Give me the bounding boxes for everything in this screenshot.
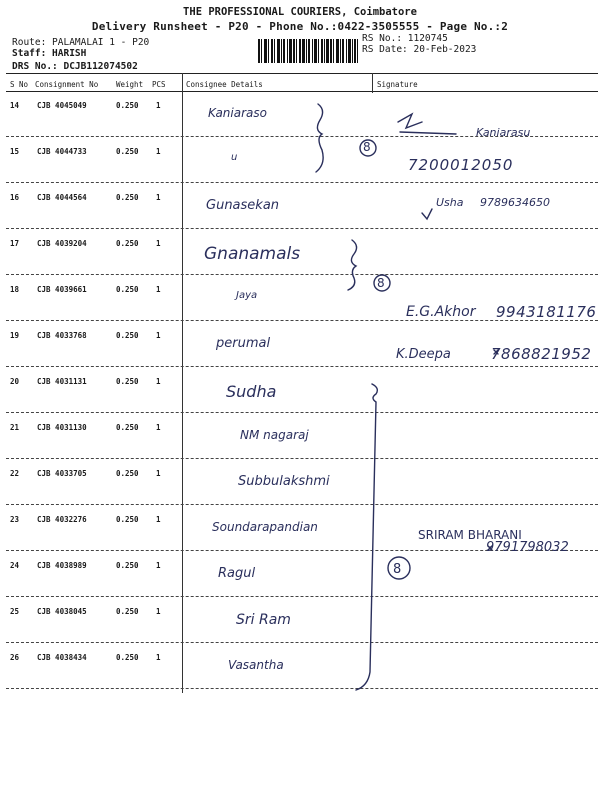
row-consignee: perumal <box>216 336 271 351</box>
row-separator <box>6 596 598 597</box>
row-sno: 18 <box>10 285 20 294</box>
row-separator <box>6 412 598 413</box>
row-sno: 22 <box>10 469 20 478</box>
row-weight: 0.250 <box>116 423 139 432</box>
row-weight: 0.250 <box>116 377 139 386</box>
row-pcs: 1 <box>156 423 161 432</box>
row-pcs: 1 <box>156 331 161 340</box>
col-consignee: Consignee Details <box>186 80 263 89</box>
signature-column-divider <box>372 73 373 93</box>
row-pcs: 1 <box>156 653 161 662</box>
consignee-column-divider <box>182 73 183 693</box>
row-consignee: Sri Ram <box>236 612 291 628</box>
row-consignee: Soundarapandian <box>212 520 318 534</box>
row-sno: 21 <box>10 423 20 432</box>
row-weight: 0.250 <box>116 561 139 570</box>
signature-name: SRIRAM BHARANI <box>418 528 522 542</box>
row-sno: 16 <box>10 193 20 202</box>
row-pcs: 1 <box>156 147 161 156</box>
row-consignment-no: CJB 4044564 <box>37 193 87 202</box>
circled-8-mark: 8 <box>363 140 371 154</box>
row-consignee: Gunasekan <box>206 198 280 213</box>
row-pcs: 1 <box>156 239 161 248</box>
row-consignment-no: CJB 4044733 <box>37 147 87 156</box>
table-header-border <box>6 91 598 92</box>
row-weight: 0.250 <box>116 101 139 110</box>
col-consignment: Consignment No <box>35 80 99 89</box>
signature-phone: 9943181176 <box>496 303 597 321</box>
signature-name: E.G.Akhor <box>406 304 476 320</box>
row-separator <box>6 458 598 459</box>
company-title: THE PROFESSIONAL COURIERS, Coimbatore <box>183 6 417 18</box>
row-separator <box>6 228 598 229</box>
row-consignment-no: CJB 4033705 <box>37 469 87 478</box>
col-sno: S No <box>10 80 29 89</box>
row-weight: 0.250 <box>116 239 139 248</box>
rs-number: RS No.: 1120745 <box>362 33 448 44</box>
row-weight: 0.250 <box>116 515 139 524</box>
row-consignment-no: CJB 4032276 <box>37 515 87 524</box>
signature-phone: 9791798032 <box>486 540 569 555</box>
row-pcs: 1 <box>156 377 161 386</box>
row-weight: 0.250 <box>116 285 139 294</box>
drs-label: DRS No.: DCJB112074502 <box>12 61 138 72</box>
row-pcs: 1 <box>156 285 161 294</box>
row-consignee: Kaniaraso <box>208 106 267 120</box>
row-separator <box>6 274 598 275</box>
row-separator <box>6 504 598 505</box>
row-consignment-no: CJB 4038434 <box>37 653 87 662</box>
signature-name: Kaniarasu <box>476 126 531 139</box>
signature-phone: 9789634650 <box>480 196 550 209</box>
row-pcs: 1 <box>156 193 161 202</box>
signature-phone: 7200012050 <box>408 156 514 174</box>
signature-name: Usha <box>436 196 464 209</box>
row-consignment-no: CJB 4038045 <box>37 607 87 616</box>
row-weight: 0.250 <box>116 193 139 202</box>
row-consignee: Vasantha <box>228 658 284 672</box>
row-sno: 24 <box>10 561 20 570</box>
barcode-image <box>258 39 358 63</box>
row-pcs: 1 <box>156 101 161 110</box>
row-sno: 15 <box>10 147 20 156</box>
row-weight: 0.250 <box>116 147 139 156</box>
circled-8-mark: 8 <box>377 276 385 290</box>
row-weight: 0.250 <box>116 469 139 478</box>
col-pcs: PCS <box>152 80 166 89</box>
row-separator <box>6 182 598 183</box>
row-consignee: Sudha <box>226 382 277 401</box>
row-consignee: Gnanamals <box>204 244 301 264</box>
row-consignment-no: CJB 4039661 <box>37 285 87 294</box>
row-pcs: 1 <box>156 469 161 478</box>
signature-name: K.Deepa <box>396 347 451 362</box>
row-consignment-no: CJB 4033768 <box>37 331 87 340</box>
row-consignment-no: CJB 4038989 <box>37 561 87 570</box>
row-sno: 17 <box>10 239 20 248</box>
row-sno: 20 <box>10 377 20 386</box>
row-pcs: 1 <box>156 561 161 570</box>
row-consignee: Jaya <box>236 290 258 301</box>
row-weight: 0.250 <box>116 331 139 340</box>
runsheet-subtitle: Delivery Runsheet - P20 - Phone No.:0422-3505555 - Page No.:2 <box>91 20 509 33</box>
row-sno: 26 <box>10 653 20 662</box>
table-top-border <box>6 73 598 74</box>
row-consignment-no: CJB 4031131 <box>37 377 87 386</box>
row-pcs: 1 <box>156 515 161 524</box>
row-sno: 25 <box>10 607 20 616</box>
row-pcs: 1 <box>156 607 161 616</box>
rs-date: RS Date: 20-Feb-2023 <box>362 44 477 55</box>
col-weight: Weight <box>116 80 144 89</box>
row-consignee: NM nagaraj <box>240 428 309 442</box>
row-weight: 0.250 <box>116 607 139 616</box>
circled-8-mark: 8 <box>393 562 402 577</box>
staff-label: Staff: HARISH <box>12 48 87 59</box>
row-consignment-no: CJB 4031130 <box>37 423 87 432</box>
signature-phone: 7868821952 <box>491 345 592 363</box>
row-weight: 0.250 <box>116 653 139 662</box>
row-separator <box>6 366 598 367</box>
row-consignee: Subbulakshmi <box>238 474 330 489</box>
row-separator <box>6 642 598 643</box>
row-consignment-no: CJB 4045049 <box>37 101 87 110</box>
col-signature: Signature <box>377 80 418 89</box>
row-separator <box>6 688 598 689</box>
row-consignee: Ragul <box>218 566 256 581</box>
row-sno: 23 <box>10 515 20 524</box>
row-consignee: u <box>231 152 238 163</box>
row-sno: 19 <box>10 331 20 340</box>
route-label: Route: PALAMALAI 1 - P20 <box>12 37 150 48</box>
row-sno: 14 <box>10 101 20 110</box>
row-consignment-no: CJB 4039204 <box>37 239 87 248</box>
